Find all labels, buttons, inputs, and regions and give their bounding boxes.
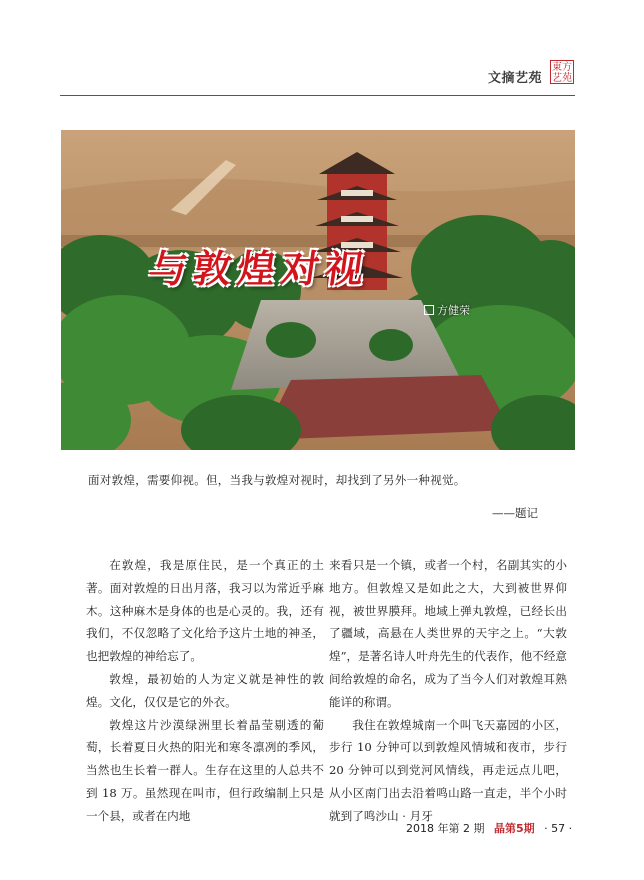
paragraph: 敦煌，最初始的人为定义就是神性的敦煌。文化，仅仅是它的外衣。 (86, 671, 324, 709)
author-name: 方健荣 (437, 304, 470, 317)
paragraph: 在敦煌，我是原住民，是一个真正的土著。面对敦煌的日出月落，我习以为常近乎麻木。这种麻木是身体的也是心灵的。我，还有我们，不仅忽略了文化给予这片土地的神圣，也把敦煌的神给忘了。 (86, 558, 324, 664)
epigraph-source: ——题记 (492, 506, 538, 520)
paragraph: 我住在敦煌城南一个叫飞天嘉园的小区，步行 10 分钟可以到敦煌风情城和夜市，步行 20 分钟可以到党河风情线，再走远点儿吧，从小区南门出去沿着鸣山路一直走，半个小时就到了鸣沙山 · 月牙 (329, 717, 567, 823)
square-icon (424, 305, 434, 315)
author-byline (424, 302, 470, 318)
brand-label: 晶第5期 (493, 822, 535, 835)
page-number: · 57 · (544, 822, 573, 835)
header-divider (60, 95, 575, 96)
article-title: 与敦煌对视 (146, 246, 373, 291)
body-column-left (86, 554, 324, 828)
paragraph: 来看只是一个镇，或者一个村，名副其实的小地方。但敦煌又是如此之大，大到被世界仰视，被世界膜拜。地域上弹丸敦煌，已经长出了疆域，高悬在人类世界的天宇之上。“大敦煌”，是著名诗人叶舟先生的代表作，他不经意间给敦煌的命名，成为了当今人们对敦煌耳熟能详的称谓。 (329, 558, 567, 709)
page-footer (406, 820, 572, 836)
magazine-logo: 東方 艺苑 (552, 62, 572, 84)
paragraph: 敦煌这片沙漠绿洲里长着晶莹剔透的葡萄，长着夏日火热的阳光和寒冬凛冽的季风，当然也生长着一群人。生存在这里的人总共不到 18 万。虽然现在叫市，但行政编制上只是一个县，或者在内地 (86, 717, 324, 823)
section-title: 文摘艺苑 (488, 71, 543, 86)
epigraph-text: 面对敦煌，需要仰视。但，当我与敦煌对视时，却找到了另外一种视觉。 (88, 473, 466, 487)
issue-label: 2018 年第 2 期 (406, 822, 485, 835)
body-column-right (329, 554, 567, 828)
